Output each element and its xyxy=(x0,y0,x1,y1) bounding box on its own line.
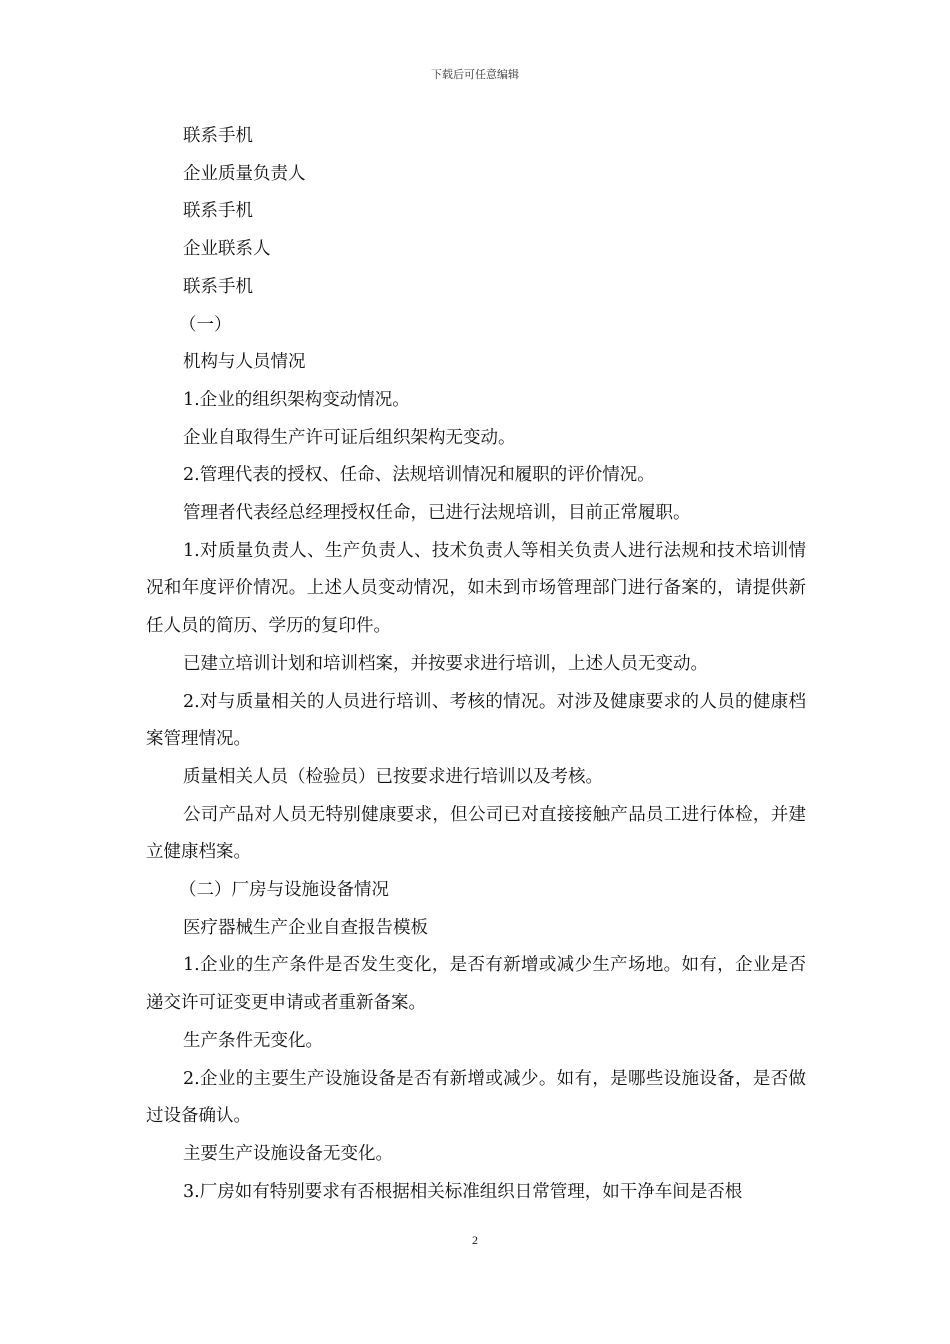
question-management-rep: 2.管理代表的授权、任命、法规培训情况和履职的评价情况。 xyxy=(183,465,655,486)
answer-management-rep: 管理者代表经总经理授权任命，已进行法规培训，目前正常履职。 xyxy=(183,503,691,524)
section-heading-two: （二）厂房与设施设备情况 xyxy=(179,880,389,901)
page-number: 2 xyxy=(472,1233,478,1247)
paragraph-contact-phone-2: 联系手机 xyxy=(183,201,253,222)
paragraph-company-contact: 企业联系人 xyxy=(183,239,271,260)
answer-org-structure: 企业自取得生产许可证后组织架构无变动。 xyxy=(183,427,516,448)
paragraph-quality-head: 企业质量负责人 xyxy=(183,163,306,184)
template-title: 医疗器械生产企业自查报告模板 xyxy=(183,917,428,938)
answer-equipment: 主要生产设施设备无变化。 xyxy=(183,1143,393,1164)
answer-staff-training: 质量相关人员（检验员）已按要求进行培训以及考核。 xyxy=(183,766,603,787)
answer-production-conditions: 生产条件无变化。 xyxy=(183,1030,323,1051)
question-org-structure: 1.企业的组织架构变动情况。 xyxy=(183,389,410,410)
question-staff-training: 2.对与质量相关的人员进行培训、考核的情况。对涉及健康要求的人员的健康档案管理情况。 xyxy=(146,691,806,750)
paragraph-contact-phone-1: 联系手机 xyxy=(183,126,253,146)
question-responsible-training: 1.对质量负责人、生产负责人、技术负责人等相关负责人进行法规和技术培训情况和年度评价情况。上述人员变动情况，如未到市场管理部门进行备案的，请提供新任人员的简历、学历的复印件。 xyxy=(146,540,806,637)
answer-health-records: 公司产品对人员无特别健康要求，但公司已对直接接触产品员工进行体检，并建立健康档案。 xyxy=(146,804,806,863)
paragraph-contact-phone-3: 联系手机 xyxy=(183,276,253,297)
document-body xyxy=(146,118,806,1211)
answer-responsible-training: 已建立培训计划和培训档案，并按要求进行培训，上述人员无变动。 xyxy=(183,653,708,674)
question-equipment: 2.企业的主要生产设施设备是否有新增或减少。如有，是哪些设施设备，是否做过设备确认。 xyxy=(146,1068,806,1127)
question-plant-management: 3.厂房如有特别要求有否根据相关标准组织日常管理，如干净车间是否根 xyxy=(183,1181,743,1202)
page-header: 下载后可任意编辑 xyxy=(431,68,519,81)
question-production-conditions: 1.企业的生产条件是否发生变化，是否有新增或减少生产场地。如有，企业是否递交许可证变更申请或者重新备案。 xyxy=(146,955,806,1014)
section-heading-one: （一） xyxy=(179,314,232,335)
section-title-organization: 机构与人员情况 xyxy=(183,352,306,373)
